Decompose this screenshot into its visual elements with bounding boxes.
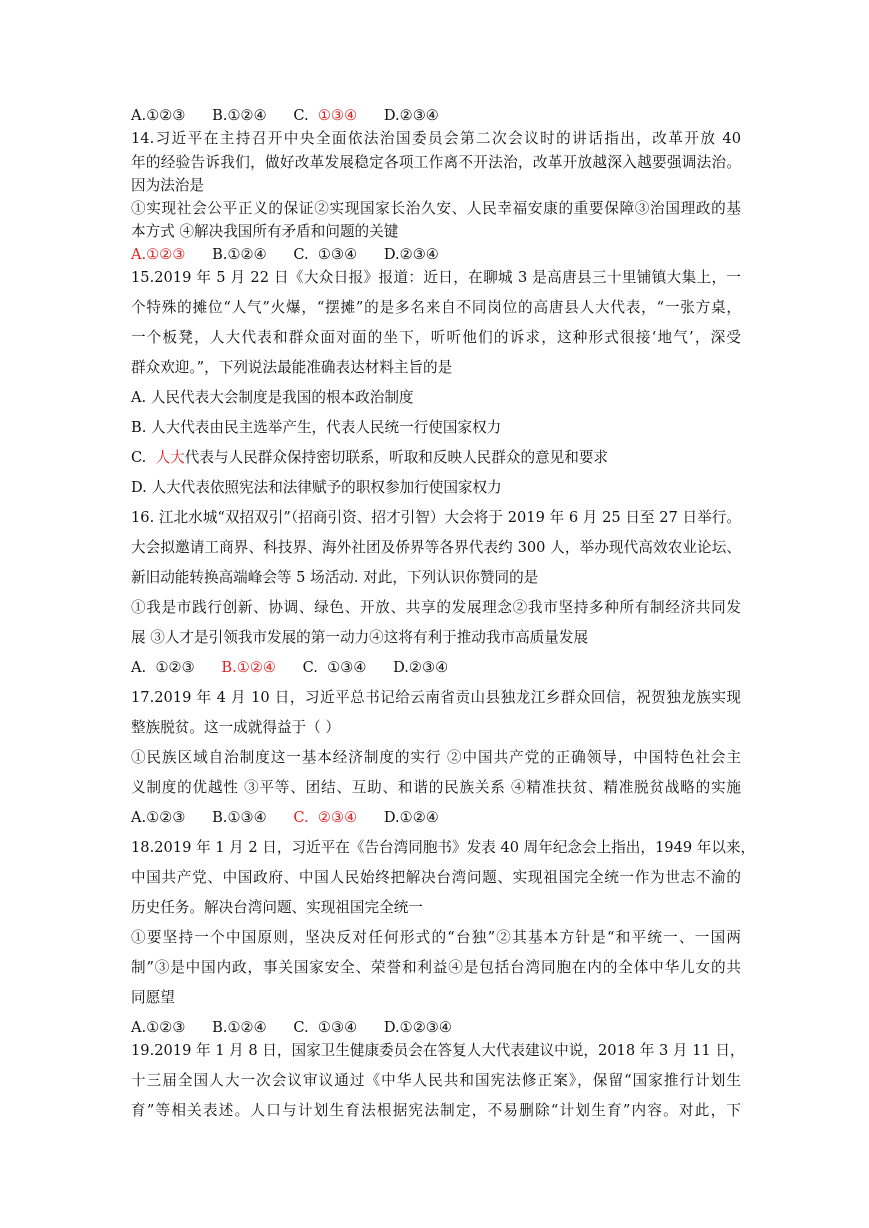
q15-line-2: 个特殊的摊位“人气”火爆，“摆摊”的是多名来自不同岗位的高唐县人大代表，“一张方桌，	[131, 299, 741, 316]
q17-line-2: 整族脱贫。这一成就得益于（ ）	[131, 719, 340, 736]
q18-line-5: 制”③是中国内政，事关国家安全、荣誉和利益④是包括台湾同胞在内的全体中华儿女的共	[131, 959, 741, 976]
q15-line-4: 群众欢迎。”，下列说法最能准确表达材料主旨的是	[131, 359, 453, 376]
q16-option-c: C. ①③④	[302, 659, 367, 676]
q15-choice-d: D. 人大代表依照宪法和法律赋予的职权参加行使国家权力	[131, 479, 502, 496]
q13-option-c: C. ①③④	[293, 107, 358, 124]
q14-options	[131, 245, 741, 265]
q15-choice-a: A. 人民代表大会制度是我国的根本政治制度	[131, 389, 414, 406]
q15-line-3: 一个板凳，人大代表和群众面对面的坐下，听听他们的诉求，这种形式很接‘地气’，深受	[131, 329, 741, 346]
q19-line-2: 十三届全国人大一次会议审议通过《中华人民共和国宪法修正案》，保留“国家推行计划生	[131, 1072, 741, 1089]
q18-option-d: D.①②③④	[383, 1019, 452, 1036]
q14-line-2: 年的经验告诉我们，做好改革发展稳定各项工作离不开法治，改革开放越深入越要强调法治。	[131, 154, 741, 171]
q18-line-6: 同愿望	[131, 989, 175, 1006]
q16-options	[131, 658, 741, 678]
q16-line-4: ①我是市践行创新、协调、绿色、开放、共享的发展理念②我市坚持多种所有制经济共同发	[131, 599, 741, 616]
q13-option-d: D.②③④	[383, 107, 439, 124]
q14-option-b: B.①②④	[212, 246, 267, 263]
q18-option-b: B.①②④	[212, 1019, 267, 1036]
q18-option-a: A.①②③	[131, 1019, 186, 1036]
q13-option-b: B.①②④	[212, 107, 267, 124]
q17-option-c: C. ②③④	[293, 809, 358, 826]
q17-option-d: D.①②④	[383, 809, 439, 826]
q19-line-3: 育”等相关表述。人口与计划生育法根据宪法制定，不易删除“计划生育”内容。对此，下	[131, 1102, 741, 1119]
q18-line-3: 历史任务。解决台湾问题、实现祖国完全统一	[131, 899, 423, 916]
q13-options	[131, 106, 741, 126]
q14-option-d: D.②③④	[383, 246, 439, 263]
q18-option-c: C. ①③④	[293, 1019, 358, 1036]
q18-line-1: 18.2019 年 1 月 2 日，习近平在《告台湾同胞书》发表 40 周年纪念会上指出，1949 年以来，	[131, 839, 756, 856]
q14-line-4: ①实现社会公平正义的保证②实现国家长治久安、人民幸福安康的重要保障③治国理政的基	[131, 200, 741, 217]
q16-line-5: 展 ③人才是引领我市发展的第一动力④这将有利于推动我市高质量发展	[131, 629, 589, 646]
q14-option-a: A.①②③	[131, 246, 186, 263]
q19-line-1: 19.2019 年 1 月 8 日，国家卫生健康委员会在答复人大代表建议中说，2018 年 3 月 11 日，	[131, 1042, 745, 1059]
q14-option-c: C. ①③④	[293, 246, 358, 263]
q16-line-3: 新旧动能转换高端峰会等 5 场活动. 对此，下列认识你赞同的是	[131, 569, 539, 586]
q17-option-a: A.①②③	[131, 809, 186, 826]
q13-option-a: A.①②③	[131, 107, 186, 124]
q18-line-2: 中国共产党、中国政府、中国人民始终把解决台湾问题、实现祖国完全统一作为世志不渝的	[131, 869, 741, 886]
q16-line-2: 大会拟邀请工商界、科技界、海外社团及侨界等各界代表约 300 人，举办现代高效农业论坛、	[131, 539, 741, 556]
q16-option-a: A. ①②③	[131, 659, 195, 676]
q15-choice-b: B. 人大代表由民主选举产生，代表人民统一行使国家权力	[131, 419, 502, 436]
q16-option-d: D.②③④	[393, 659, 449, 676]
q17-option-b: B.①③④	[212, 809, 267, 826]
q14-line-3: 因为法治是	[131, 177, 204, 194]
q15-line-1: 15.2019 年 5 月 22 日《大众日报》报道：近日，在聊城 3 是高唐县三十里铺镇大集上，一	[131, 269, 741, 286]
q16-option-b: B.①②④	[221, 659, 276, 676]
q14-line-1: 14.习近平在主持召开中央全面依法治国委员会第二次会议时的讲话指出，改革开放 40	[131, 130, 741, 147]
q16-line-1: 16. 江北水城“双招双引”（招商引资、招才引智）大会将于 2019 年 6 月 25 日至 27 日举行。	[131, 509, 741, 526]
q17-line-3: ①民族区域自治制度这一基本经济制度的实行 ②中国共产党的正确领导，中国特色社会主	[131, 749, 741, 766]
q17-line-1: 17.2019 年 4 月 10 日，习近平总书记给云南省贡山县独龙江乡群众回信，祝贺独龙族实现	[131, 689, 741, 706]
q15-choice-c: C. 人大代表与人民群众保持密切联系，听取和反映人民群众的意见和要求	[131, 449, 609, 466]
q14-line-5: 本方式 ④解决我国所有矛盾和问题的关键	[131, 223, 399, 240]
q18-options	[131, 1018, 741, 1038]
q17-line-4: 义制度的优越性 ③平等、团结、互助、和谐的民族关系 ④精准扶贫、精准脱贫战略的实施	[131, 779, 741, 796]
q18-line-4: ①要坚持一个中国原则，坚决反对任何形式的“台独”②其基本方针是“和平统一、一国两	[131, 929, 741, 946]
q17-options	[131, 808, 741, 828]
